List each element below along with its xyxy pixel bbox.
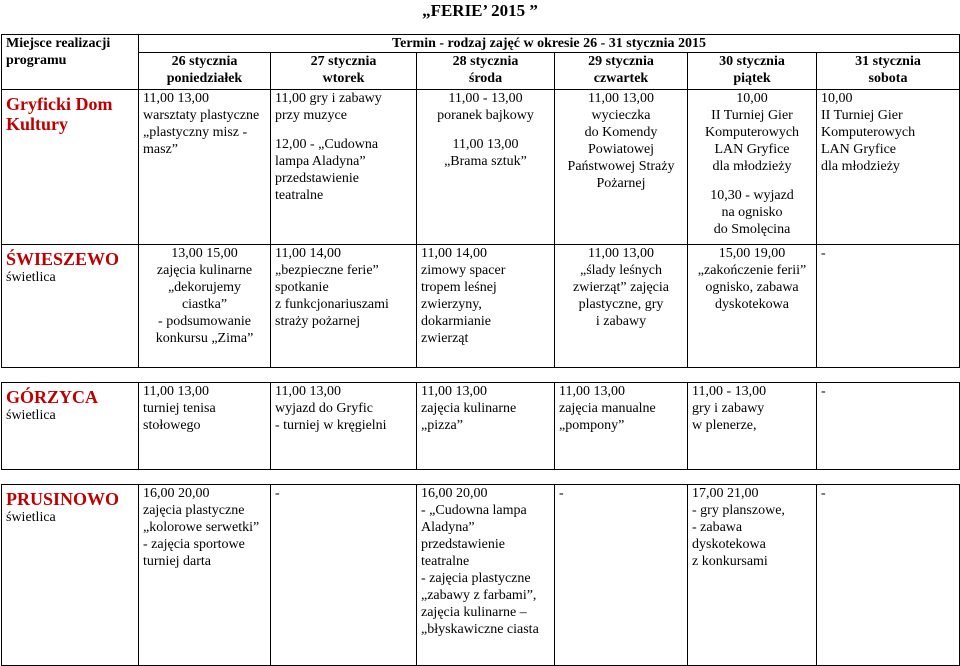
venue-row (2, 245, 960, 368)
venue-row (2, 383, 960, 470)
activity-cell (555, 245, 688, 368)
activity-line: zwierzyny, (421, 297, 482, 312)
activity-line: „dekorujemy (167, 280, 242, 295)
activity-line: - zabawa (692, 520, 743, 535)
activity-line: zajęcia plastyczne (143, 503, 245, 518)
venue-cell (2, 383, 139, 470)
day-date: 27 stycznia (310, 54, 377, 69)
activity-line: Powiatowej (587, 142, 655, 157)
activity-line: zajęcia kulinarne (421, 401, 517, 416)
venue-cell (2, 90, 139, 245)
activity-line: wycieczka (591, 108, 651, 123)
activity-line: do Smolęcina (713, 222, 791, 237)
activity-line: dla młodzieży (712, 159, 792, 174)
place-header (2, 35, 139, 90)
activity-line: straży pożarnej (275, 314, 361, 329)
venue-name-line: PRUSINOWO (6, 489, 120, 509)
activity-line: gry i zabawy (692, 401, 765, 416)
venue-type: świetlica (6, 408, 56, 423)
activity-line: zajęcia kulinarne – (421, 605, 527, 620)
activity-line: II Turniej Gier (711, 108, 793, 123)
activity-line: przedstawienie (421, 537, 505, 552)
activity-line: spotkanie (275, 280, 329, 295)
activity-line: 11,00 13,00 (143, 384, 209, 399)
venue-cell (2, 245, 139, 368)
activity-line: 13,00 15,00 (171, 246, 238, 261)
day-header (417, 53, 555, 90)
activity-line: lampa Aladyna” (275, 154, 366, 169)
activity-line: konkursu „Zima” (155, 331, 254, 346)
activity-cell (555, 90, 688, 245)
activity-line: 11,00 13,00 (275, 384, 341, 399)
activity-cell (271, 245, 417, 368)
day-header (817, 53, 960, 90)
venue-type: świetlica (6, 510, 56, 525)
activity-line: 11,00 14,00 (275, 246, 341, 261)
venue-row (2, 485, 960, 666)
activity-cell (817, 90, 960, 245)
activity-line: na ognisko (721, 205, 783, 220)
date-range-header: Termin - rodzaj zajęć w okresie 26 - 31 stycznia 2015 (139, 35, 960, 53)
activity-line: 16,00 20,00 (421, 486, 488, 501)
activity-cell (139, 485, 271, 666)
activity-line: z konkursami (692, 554, 768, 569)
activity-line: 10,00 (736, 91, 768, 106)
day-weekday: poniedziałek (166, 71, 243, 86)
activity-line: 11,00 13,00 (559, 384, 625, 399)
place-header-line: Miejsce realizacji (6, 36, 111, 51)
activity-line: LAN Gryfice (714, 142, 790, 157)
activity-line: - zajęcia sportowe (143, 537, 245, 552)
activity-line: stołowego (143, 418, 201, 433)
activity-cell (139, 245, 271, 368)
activity-line: Państwowej Straży (567, 159, 675, 174)
activity-line: Komputerowych (704, 125, 800, 140)
activity-line: teatralne (421, 554, 470, 569)
activity-cell (417, 90, 555, 245)
activity-line: 11,00 13,00 (588, 246, 654, 261)
activity-cell (417, 383, 555, 470)
line-gap (275, 124, 412, 136)
activity-line: - (821, 246, 826, 261)
activity-line: 11,00 gry i zabawy (275, 91, 382, 106)
activity-line: - „Cudowna lampa (421, 503, 527, 518)
activity-line: „zakończenie ferii” (697, 263, 807, 278)
activity-cell (817, 383, 960, 470)
activity-line: turniej tenisa (143, 401, 216, 416)
venue-type: świetlica (6, 270, 56, 285)
activity-line: „ślady leśnych (579, 263, 663, 278)
day-weekday: środa (468, 71, 503, 86)
day-date: 28 stycznia (452, 54, 519, 69)
activity-line: 11,00 14,00 (421, 246, 487, 261)
venue-name (6, 387, 138, 407)
activity-cell (688, 245, 817, 368)
activity-cell (688, 383, 817, 470)
activity-line: 10,30 - wyjazd (710, 188, 794, 203)
activity-line: ognisko, zabawa (705, 280, 799, 295)
venue-name-line: ŚWIESZEWO (6, 249, 120, 269)
spacer-cell (2, 368, 960, 383)
activity-line: Aladyna” (421, 520, 475, 535)
activity-line: turniej darta (143, 554, 212, 569)
activity-line: 11,00 13,00 (421, 384, 487, 399)
day-date: 31 stycznia (855, 54, 921, 69)
day-weekday: piątek (733, 71, 771, 86)
activity-line: - zajęcia plastyczne (421, 571, 531, 586)
activity-cell (817, 485, 960, 666)
day-header (139, 53, 271, 90)
activity-line: 12,00 - „Cudowna (275, 137, 379, 152)
activity-line: dokarmianie (421, 314, 491, 329)
row-spacer (2, 368, 960, 383)
activity-cell (271, 485, 417, 666)
venue-name (6, 94, 138, 134)
venue-row (2, 90, 960, 245)
activity-cell (139, 383, 271, 470)
activity-line: 11,00 - 13,00 (692, 384, 767, 399)
activity-line: tropem leśnej (421, 280, 497, 295)
activity-line: 11,00 13,00 (143, 91, 209, 106)
venue-name-line: Kultury (6, 114, 69, 134)
row-spacer (2, 470, 960, 485)
activity-line: zwierząt (421, 331, 469, 346)
activity-cell (417, 245, 555, 368)
activity-cell (139, 90, 271, 245)
day-header (688, 53, 817, 90)
activity-line: „pompony” (559, 418, 625, 433)
line-gap (692, 175, 812, 187)
activity-line: plastyczne, gry (578, 297, 664, 312)
activity-line: LAN Gryfice (821, 142, 897, 157)
day-weekday: czwartek (593, 71, 649, 86)
activity-line: „plastyczny misz - (143, 125, 248, 140)
activity-line: zwierząt” zajęcia (573, 280, 669, 295)
activity-line: - (821, 486, 826, 501)
activity-cell (271, 90, 417, 245)
activity-cell (555, 383, 688, 470)
activity-line: 16,00 20,00 (143, 486, 210, 501)
spacer-cell (2, 470, 960, 485)
activity-line: zimowy spacer (421, 263, 506, 278)
line-gap (421, 124, 550, 136)
day-date: 26 stycznia (171, 54, 238, 69)
activity-cell (271, 383, 417, 470)
activity-line: poranek bajkowy (437, 108, 534, 123)
activity-line: - turniej w kręgielni (275, 418, 387, 433)
activity-line: masz” (143, 142, 178, 157)
activity-line: z funkcjonariuszami (275, 297, 389, 312)
activity-cell (555, 485, 688, 666)
activity-line: II Turniej Gier (821, 108, 903, 123)
activity-line: 17,00 21,00 (692, 486, 759, 501)
activity-line: - (275, 486, 280, 501)
activity-line: „pizza” (421, 418, 463, 433)
activity-line: Pożarnej (596, 176, 646, 191)
venue-name-line: GÓRZYCA (6, 387, 99, 407)
header-row-days (2, 53, 960, 90)
activity-line: 10,00 (821, 91, 853, 106)
activity-line: „kolorowe serwetki” (143, 520, 260, 535)
activity-line: teatralne (275, 188, 324, 203)
activity-cell (688, 90, 817, 245)
activity-line: dyskotekowa (692, 537, 766, 552)
day-weekday: sobota (868, 71, 908, 86)
activity-line: i zabawy (595, 314, 647, 329)
activity-line: - (559, 486, 564, 501)
activity-line: przy muzyce (275, 108, 347, 123)
activity-cell (417, 485, 555, 666)
activity-line: „błyskawiczne ciasta (421, 622, 539, 637)
day-weekday: wtorek (322, 71, 365, 86)
activity-line: ciastka” (181, 297, 228, 312)
activity-line: „Brama sztuk” (444, 154, 527, 169)
schedule-table (1, 34, 960, 666)
activity-line: dyskotekowa (715, 297, 789, 312)
activity-line: „bezpieczne ferie” (275, 263, 379, 278)
activity-line: Komputerowych (821, 125, 916, 140)
activity-line: - podsumowanie (158, 314, 251, 329)
activity-line: w plenerze, (692, 418, 757, 433)
day-header (271, 53, 417, 90)
activity-line: dla młodzieży (821, 159, 900, 174)
activity-cell (688, 485, 817, 666)
activity-line: wyjazd do Gryfic (275, 401, 373, 416)
activity-line: 11,00 - 13,00 (448, 91, 523, 106)
venue-cell (2, 485, 139, 666)
activity-line: 11,00 13,00 (588, 91, 654, 106)
header-row-range (2, 35, 960, 53)
activity-line: zajęcia kulinarne (156, 263, 253, 278)
activity-cell (817, 245, 960, 368)
venue-name (6, 489, 138, 509)
document-title: „FERIE’ 2015 ” (422, 1, 538, 20)
venue-name-line: Gryficki Dom (6, 94, 113, 114)
day-date: 29 stycznia (588, 54, 654, 69)
day-header (555, 53, 688, 90)
activity-line: zajęcia manualne (559, 401, 656, 416)
activity-line: 11,00 13,00 (452, 137, 519, 152)
day-date: 30 stycznia (719, 54, 785, 69)
activity-line: - (821, 384, 826, 399)
venue-name (6, 249, 138, 269)
activity-line: 15,00 19,00 (718, 246, 786, 261)
place-header-line: programu (6, 53, 67, 68)
activity-line: przedstawienie (275, 171, 359, 186)
activity-line: „zabawy z farbami”, (421, 588, 537, 603)
activity-line: - gry planszowe, (692, 503, 785, 518)
activity-line: do Komendy (584, 125, 658, 140)
activity-line: warsztaty plastyczne (143, 108, 260, 123)
